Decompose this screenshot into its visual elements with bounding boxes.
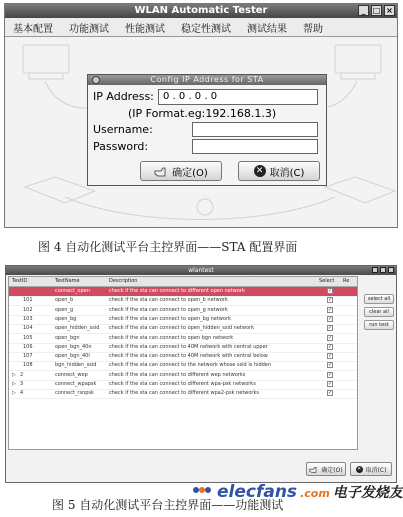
row-description: check if the sta can connect to different wep networks: [109, 371, 246, 378]
row-description: check if the sta can connect to 40M network with central below: [109, 353, 268, 360]
wlantest-cancel-label: 取消(C): [365, 466, 387, 474]
row-testid: 108: [23, 362, 33, 369]
username-label: Username:: [93, 123, 153, 136]
row-description: check if the sta can connect to open_hidden_ssid network: [109, 325, 254, 332]
row-testname: open_bgn_40n: [55, 343, 92, 350]
clear-all-button[interactable]: clear all: [364, 307, 394, 317]
select-checkbox[interactable]: ✓: [328, 288, 333, 294]
ok-hand-icon: [309, 466, 318, 473]
dialog-close-icon[interactable]: [92, 76, 100, 84]
side-button-panel: [364, 294, 394, 330]
col-header-testname[interactable]: TestName: [55, 278, 80, 284]
config-ip-dialog: [87, 74, 327, 186]
row-description: check if the sta can connect to open bgn network: [109, 334, 234, 341]
watermark: [190, 482, 403, 502]
username-input[interactable]: [192, 122, 318, 137]
elecfans-logo-icon: [190, 483, 214, 497]
row-testid: 101: [23, 297, 33, 304]
test-case-table: [8, 276, 358, 450]
password-input[interactable]: [192, 139, 318, 154]
row-description: check if the sta can connect to open_g network: [109, 306, 228, 313]
row-testid: 106: [23, 343, 33, 350]
ok-label: 确定(O): [172, 167, 208, 179]
ip-address-input[interactable]: 0 . 0 . 0 . 0: [158, 89, 318, 105]
wlantest-cancel-button[interactable]: [350, 462, 392, 476]
main-window: [4, 3, 398, 228]
figure5-caption: 图 5 自动化测试平台主控界面——功能测试: [52, 498, 284, 512]
close-icon[interactable]: ×: [384, 5, 395, 16]
row-testid: 102: [23, 306, 33, 313]
table-row[interactable]: [9, 389, 357, 399]
select-checkbox[interactable]: ✓: [328, 334, 333, 341]
close-icon[interactable]: [388, 267, 394, 273]
cancel-icon: ✕: [356, 465, 362, 472]
cancel-label: 取消(C): [269, 167, 305, 179]
minimize-icon[interactable]: _: [358, 5, 369, 16]
row-description: check if the sta can connect to different open network: [109, 288, 245, 294]
row-description: check if the sta can connect to different wpa-psk networks: [109, 381, 256, 387]
menu-performance-test[interactable]: 性能测试: [125, 23, 165, 35]
minimize-icon[interactable]: [372, 267, 378, 273]
wlantest-ok-label: 确定(O): [321, 466, 343, 474]
row-testname: connect_rsnpsk: [55, 390, 94, 397]
run-test-button[interactable]: run test: [364, 320, 394, 330]
row-description: check if the sta can connect to the network whose ssid is hidden: [109, 362, 272, 369]
col-header-select[interactable]: Select: [319, 278, 335, 284]
select-all-button[interactable]: select all: [364, 294, 394, 304]
row-testname: connect_wep: [55, 371, 88, 378]
col-header-testid[interactable]: TestID: [12, 278, 28, 284]
row-testname: open_hidden_ssid: [55, 325, 100, 332]
table-header: [9, 277, 357, 287]
cancel-icon: ✕: [254, 165, 266, 177]
dialog-titlebar: [88, 75, 326, 85]
menu-bar: [5, 18, 397, 37]
select-checkbox[interactable]: ✓: [328, 390, 333, 397]
window-controls: [358, 5, 395, 17]
expand-icon[interactable]: ▷: [12, 381, 16, 387]
row-testid: 3: [20, 381, 24, 387]
col-header-description[interactable]: Description: [109, 278, 138, 284]
select-checkbox[interactable]: ✓: [328, 381, 333, 387]
wlantest-title: wlantest: [188, 267, 214, 274]
select-checkbox[interactable]: ✓: [328, 315, 333, 322]
select-checkbox[interactable]: ✓: [328, 297, 333, 304]
row-testname: open_b: [55, 297, 74, 304]
select-checkbox[interactable]: ✓: [328, 343, 333, 350]
watermark-cn: 电子发烧友: [332, 485, 403, 501]
ok-button[interactable]: [140, 161, 222, 181]
col-header-result[interactable]: Re: [343, 278, 350, 284]
row-description: check if the sta can connect to 40M network with central upper: [109, 343, 268, 350]
row-testid: 104: [23, 325, 33, 332]
ip-address-label: IP Address:: [93, 90, 154, 103]
dialog-title: Config IP Address for STA: [150, 75, 264, 84]
select-checkbox[interactable]: ✓: [328, 371, 333, 378]
window-title: WLAN Automatic Tester: [134, 5, 268, 16]
wlantest-window-controls: [372, 267, 394, 273]
row-testname: open_bg: [55, 315, 77, 322]
row-description: check if the sta can connect to different wpa2-psk networks: [109, 390, 259, 397]
row-testid: 2: [20, 371, 24, 378]
row-testname: open_bgn: [55, 334, 80, 341]
row-description: check if the sta can connect to open_bg network: [109, 315, 231, 322]
wlantest-ok-button[interactable]: [306, 462, 346, 476]
menu-stability-test[interactable]: 稳定性测试: [181, 23, 231, 35]
select-checkbox[interactable]: ✓: [328, 353, 333, 360]
watermark-domain: .com: [300, 487, 330, 500]
expand-icon[interactable]: ▷: [12, 390, 16, 397]
row-testname: bgn_hidden_ssid: [55, 362, 97, 369]
cancel-button[interactable]: [238, 161, 320, 181]
figure4-caption: 图 4 自动化测试平台主控界面——STA 配置界面: [38, 240, 298, 254]
row-testname: open_bgn_40l: [55, 353, 90, 360]
maximize-icon[interactable]: [380, 267, 386, 273]
watermark-brand: elecfans: [217, 482, 298, 502]
row-testid: 105: [23, 334, 33, 341]
expand-icon[interactable]: ▷: [12, 371, 16, 378]
select-checkbox[interactable]: ✓: [328, 325, 333, 332]
row-description: check if the sta can connect to open_b network: [109, 297, 228, 304]
row-testname: open_g: [55, 306, 74, 313]
ip-format-hint: (IP Format.eg:192.168.1.3): [128, 107, 277, 120]
row-testid: 4: [20, 390, 24, 397]
menu-help[interactable]: 帮助: [303, 23, 323, 35]
password-label: Password:: [93, 140, 149, 153]
menu-basic-config[interactable]: 基本配置: [13, 23, 53, 35]
row-testname: connect_open: [55, 288, 90, 294]
menu-function-test[interactable]: 功能测试: [69, 23, 109, 35]
row-testname: connect_wpapsk: [55, 381, 97, 387]
wlantest-titlebar: [6, 266, 396, 275]
select-checkbox[interactable]: ✓: [328, 362, 333, 369]
row-testid: 103: [23, 315, 33, 322]
select-checkbox[interactable]: ✓: [328, 306, 333, 313]
maximize-icon[interactable]: □: [372, 6, 381, 15]
wlantest-window: [5, 265, 397, 483]
row-testid: 107: [23, 353, 33, 360]
ok-hand-icon: [154, 166, 168, 177]
menu-test-results[interactable]: 测试结果: [247, 23, 287, 35]
window-titlebar: [5, 4, 397, 18]
